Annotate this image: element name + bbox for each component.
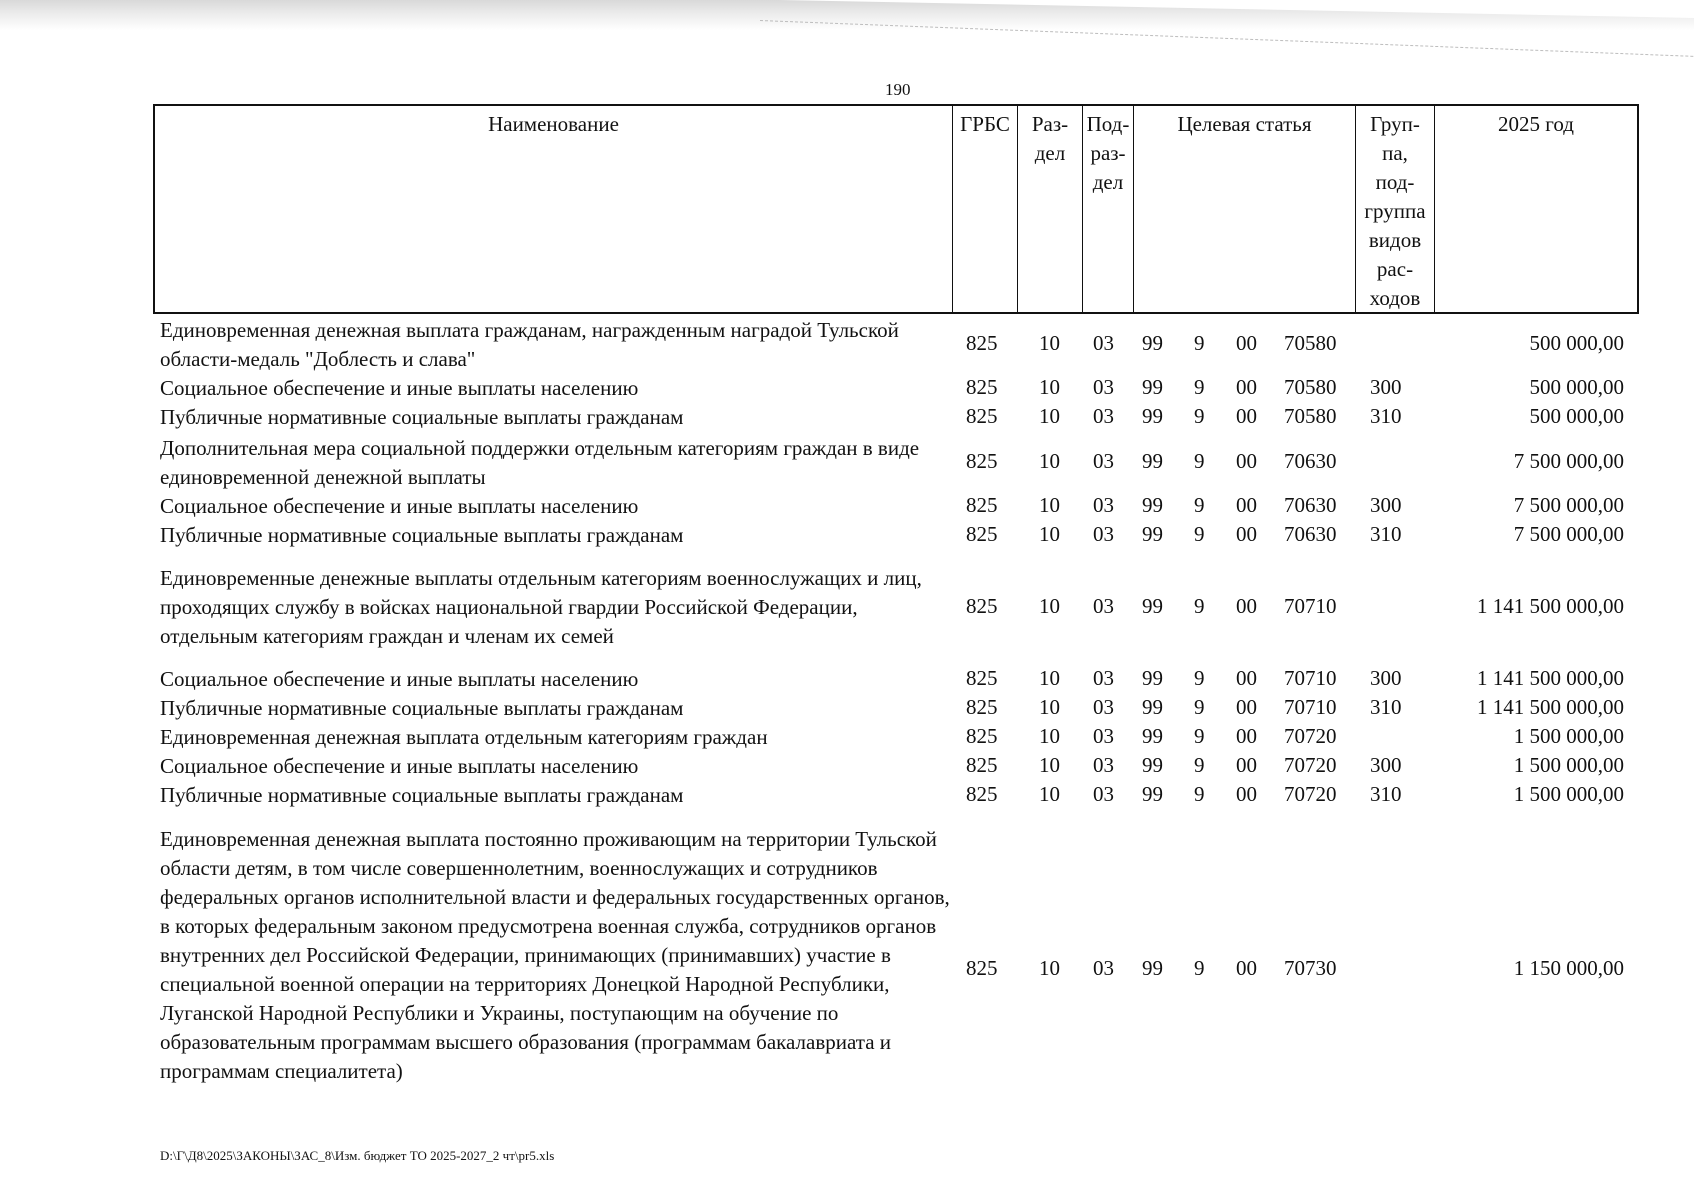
header-grbs: ГРБС <box>953 106 1018 312</box>
cell-grbs: 825 <box>966 522 998 546</box>
cell-razdel: 10 <box>1039 331 1060 355</box>
cell-sum: 7 500 000,00 <box>1513 522 1624 546</box>
cell-razdel: 10 <box>1039 594 1060 618</box>
cell-razdel: 10 <box>1039 956 1060 980</box>
header-target-article: Целевая статья <box>1134 106 1356 312</box>
cell-t2: 9 <box>1194 522 1205 546</box>
cell-t2: 9 <box>1194 404 1205 428</box>
row-name: Единовременная денежная выплата гражданам, награжденным наградой Тульской области-медаль "Доблесть и слава" <box>160 318 899 371</box>
header-year-2025: 2025 год <box>1498 112 1574 136</box>
cell-group: 310 <box>1370 522 1402 546</box>
cell-t2: 9 <box>1194 782 1205 806</box>
row-name: Единовременные денежные выплаты отдельным категориям военнослужащих и лиц, проходящих службу в войсках национальной гвардии Российской Федерации, отдельным категориям граждан и членам их семей <box>160 566 922 648</box>
cell-razdel: 10 <box>1039 404 1060 428</box>
table-row <box>0 492 1694 521</box>
table-row <box>0 564 1694 651</box>
cell-t4: 70630 <box>1284 449 1337 473</box>
cell-t2: 9 <box>1194 753 1205 777</box>
table-row <box>0 781 1694 810</box>
cell-sum: 1 500 000,00 <box>1513 724 1624 748</box>
table-row <box>0 752 1694 781</box>
cell-razdel: 10 <box>1039 666 1060 690</box>
cell-t3: 00 <box>1236 753 1257 777</box>
cell-t2: 9 <box>1194 695 1205 719</box>
cell-grbs: 825 <box>966 724 998 748</box>
cell-t3: 00 <box>1236 724 1257 748</box>
cell-razdel: 10 <box>1039 449 1060 473</box>
table-header <box>153 104 1639 314</box>
cell-podrazdel: 03 <box>1093 782 1114 806</box>
cell-t3: 00 <box>1236 375 1257 399</box>
cell-sum: 500 000,00 <box>1529 331 1624 355</box>
cell-t4: 70720 <box>1284 782 1337 806</box>
cell-podrazdel: 03 <box>1093 375 1114 399</box>
cell-t4: 70730 <box>1284 956 1337 980</box>
cell-razdel: 10 <box>1039 695 1060 719</box>
cell-sum: 500 000,00 <box>1529 375 1624 399</box>
cell-t1: 99 <box>1142 522 1163 546</box>
row-name: Социальное обеспечение и иные выплаты населению <box>160 667 639 691</box>
cell-podrazdel: 03 <box>1093 493 1114 517</box>
cell-sum: 500 000,00 <box>1529 404 1624 428</box>
cell-t1: 99 <box>1142 449 1163 473</box>
cell-razdel: 10 <box>1039 375 1060 399</box>
cell-t3: 00 <box>1236 956 1257 980</box>
cell-grbs: 825 <box>966 404 998 428</box>
cell-grbs: 825 <box>966 753 998 777</box>
cell-podrazdel: 03 <box>1093 666 1114 690</box>
cell-podrazdel: 03 <box>1093 331 1114 355</box>
cell-t1: 99 <box>1142 666 1163 690</box>
cell-t4: 70720 <box>1284 724 1337 748</box>
cell-t3: 00 <box>1236 666 1257 690</box>
cell-t1: 99 <box>1142 375 1163 399</box>
cell-grbs: 825 <box>966 666 998 690</box>
cell-t2: 9 <box>1194 956 1205 980</box>
cell-razdel: 10 <box>1039 724 1060 748</box>
cell-t1: 99 <box>1142 782 1163 806</box>
cell-t4: 70630 <box>1284 522 1337 546</box>
cell-sum: 1 500 000,00 <box>1513 753 1624 777</box>
cell-t1: 99 <box>1142 331 1163 355</box>
cell-grbs: 825 <box>966 493 998 517</box>
row-name: Публичные нормативные социальные выплаты гражданам <box>160 405 684 429</box>
header-podrazdel: Под- раз- дел <box>1083 106 1134 312</box>
row-name: Публичные нормативные социальные выплаты гражданам <box>160 696 684 720</box>
cell-t3: 00 <box>1236 594 1257 618</box>
cell-sum: 1 141 500 000,00 <box>1477 666 1624 690</box>
cell-t1: 99 <box>1142 956 1163 980</box>
cell-t2: 9 <box>1194 724 1205 748</box>
cell-razdel: 10 <box>1039 493 1060 517</box>
cell-razdel: 10 <box>1039 753 1060 777</box>
cell-podrazdel: 03 <box>1093 724 1114 748</box>
cell-podrazdel: 03 <box>1093 594 1114 618</box>
cell-t3: 00 <box>1236 522 1257 546</box>
row-name: Социальное обеспечение и иные выплаты населению <box>160 754 639 778</box>
cell-group: 300 <box>1370 666 1402 690</box>
cell-t2: 9 <box>1194 666 1205 690</box>
table-row <box>0 316 1694 374</box>
cell-grbs: 825 <box>966 956 998 980</box>
table-row <box>0 403 1694 432</box>
cell-t3: 00 <box>1236 404 1257 428</box>
row-name: Единовременная денежная выплата отдельным категориям граждан <box>160 725 768 749</box>
cell-sum: 1 141 500 000,00 <box>1477 695 1624 719</box>
page-number: 190 <box>885 80 911 99</box>
cell-t4: 70630 <box>1284 493 1337 517</box>
row-name: Социальное обеспечение и иные выплаты населению <box>160 494 639 518</box>
cell-t1: 99 <box>1142 404 1163 428</box>
cell-group: 300 <box>1370 375 1402 399</box>
cell-grbs: 825 <box>966 782 998 806</box>
cell-grbs: 825 <box>966 331 998 355</box>
cell-podrazdel: 03 <box>1093 449 1114 473</box>
cell-t1: 99 <box>1142 493 1163 517</box>
cell-t4: 70710 <box>1284 666 1337 690</box>
cell-razdel: 10 <box>1039 522 1060 546</box>
table-row <box>0 374 1694 403</box>
table-row <box>0 665 1694 694</box>
cell-t1: 99 <box>1142 724 1163 748</box>
cell-group: 310 <box>1370 782 1402 806</box>
row-name: Социальное обеспечение и иные выплаты населению <box>160 376 639 400</box>
cell-grbs: 825 <box>966 594 998 618</box>
cell-podrazdel: 03 <box>1093 753 1114 777</box>
cell-podrazdel: 03 <box>1093 404 1114 428</box>
cell-t2: 9 <box>1194 449 1205 473</box>
cell-group: 300 <box>1370 493 1402 517</box>
cell-t3: 00 <box>1236 493 1257 517</box>
row-name: Публичные нормативные социальные выплаты гражданам <box>160 783 684 807</box>
table-row <box>0 723 1694 752</box>
scan-shadow <box>0 0 1694 30</box>
header-expense-group: Груп- па, под- группа видов рас- ходов <box>1356 106 1435 312</box>
table-row <box>0 521 1694 550</box>
cell-t3: 00 <box>1236 331 1257 355</box>
cell-grbs: 825 <box>966 375 998 399</box>
cell-t3: 00 <box>1236 782 1257 806</box>
header-razdel: Раз- дел <box>1018 106 1083 312</box>
row-name: Публичные нормативные социальные выплаты гражданам <box>160 523 684 547</box>
cell-group: 310 <box>1370 404 1402 428</box>
row-name: Единовременная денежная выплата постоянно проживающим на территории Тульской области детям, в том числе совершеннолетним, военнослужащих и сотрудников федеральных органов исполнительной власти и федеральных государственных органов, в которых федеральным законом предусмотрена военная служба, сотрудников органов внутренних дел Российской Федерации, принимающих (принимавших) участие в специальной военной операции на территориях Донецкой Народной Республики, Луганской Народной Республики и Украины, поступающим на обучение по образовательным программам высшего образования (программам бакалавриата и программам специалитета) <box>160 827 950 1083</box>
cell-sum: 7 500 000,00 <box>1513 493 1624 517</box>
cell-t4: 70580 <box>1284 331 1337 355</box>
cell-t2: 9 <box>1194 594 1205 618</box>
cell-t4: 70720 <box>1284 753 1337 777</box>
table-row <box>0 694 1694 723</box>
cell-sum: 1 150 000,00 <box>1513 956 1624 980</box>
cell-t3: 00 <box>1236 695 1257 719</box>
cell-t2: 9 <box>1194 331 1205 355</box>
cell-razdel: 10 <box>1039 782 1060 806</box>
cell-t1: 99 <box>1142 695 1163 719</box>
cell-grbs: 825 <box>966 695 998 719</box>
cell-t4: 70580 <box>1284 375 1337 399</box>
table-row <box>0 825 1694 1115</box>
cell-t1: 99 <box>1142 594 1163 618</box>
cell-podrazdel: 03 <box>1093 956 1114 980</box>
cell-t4: 70710 <box>1284 594 1337 618</box>
cell-t2: 9 <box>1194 493 1205 517</box>
cell-sum: 1 500 000,00 <box>1513 782 1624 806</box>
cell-t4: 70710 <box>1284 695 1337 719</box>
row-name: Дополнительная мера социальной поддержки отдельным категориям граждан в виде единовременной денежной выплаты <box>160 436 920 489</box>
cell-t1: 99 <box>1142 753 1163 777</box>
cell-podrazdel: 03 <box>1093 522 1114 546</box>
table-row <box>0 434 1694 492</box>
cell-podrazdel: 03 <box>1093 695 1114 719</box>
cell-t2: 9 <box>1194 375 1205 399</box>
cell-group: 310 <box>1370 695 1402 719</box>
cell-sum: 1 141 500 000,00 <box>1477 594 1624 618</box>
header-name: Наименование <box>155 106 953 312</box>
file-path-footer: D:\Г\Д8\2025\ЗАКОНЫ\ЗАС_8\Изм. бюджет ТО 2025-2027_2 чт\pr5.xls <box>160 1148 555 1163</box>
cell-sum: 7 500 000,00 <box>1513 449 1624 473</box>
cell-t4: 70580 <box>1284 404 1337 428</box>
cell-grbs: 825 <box>966 449 998 473</box>
cell-t3: 00 <box>1236 449 1257 473</box>
cell-group: 300 <box>1370 753 1402 777</box>
